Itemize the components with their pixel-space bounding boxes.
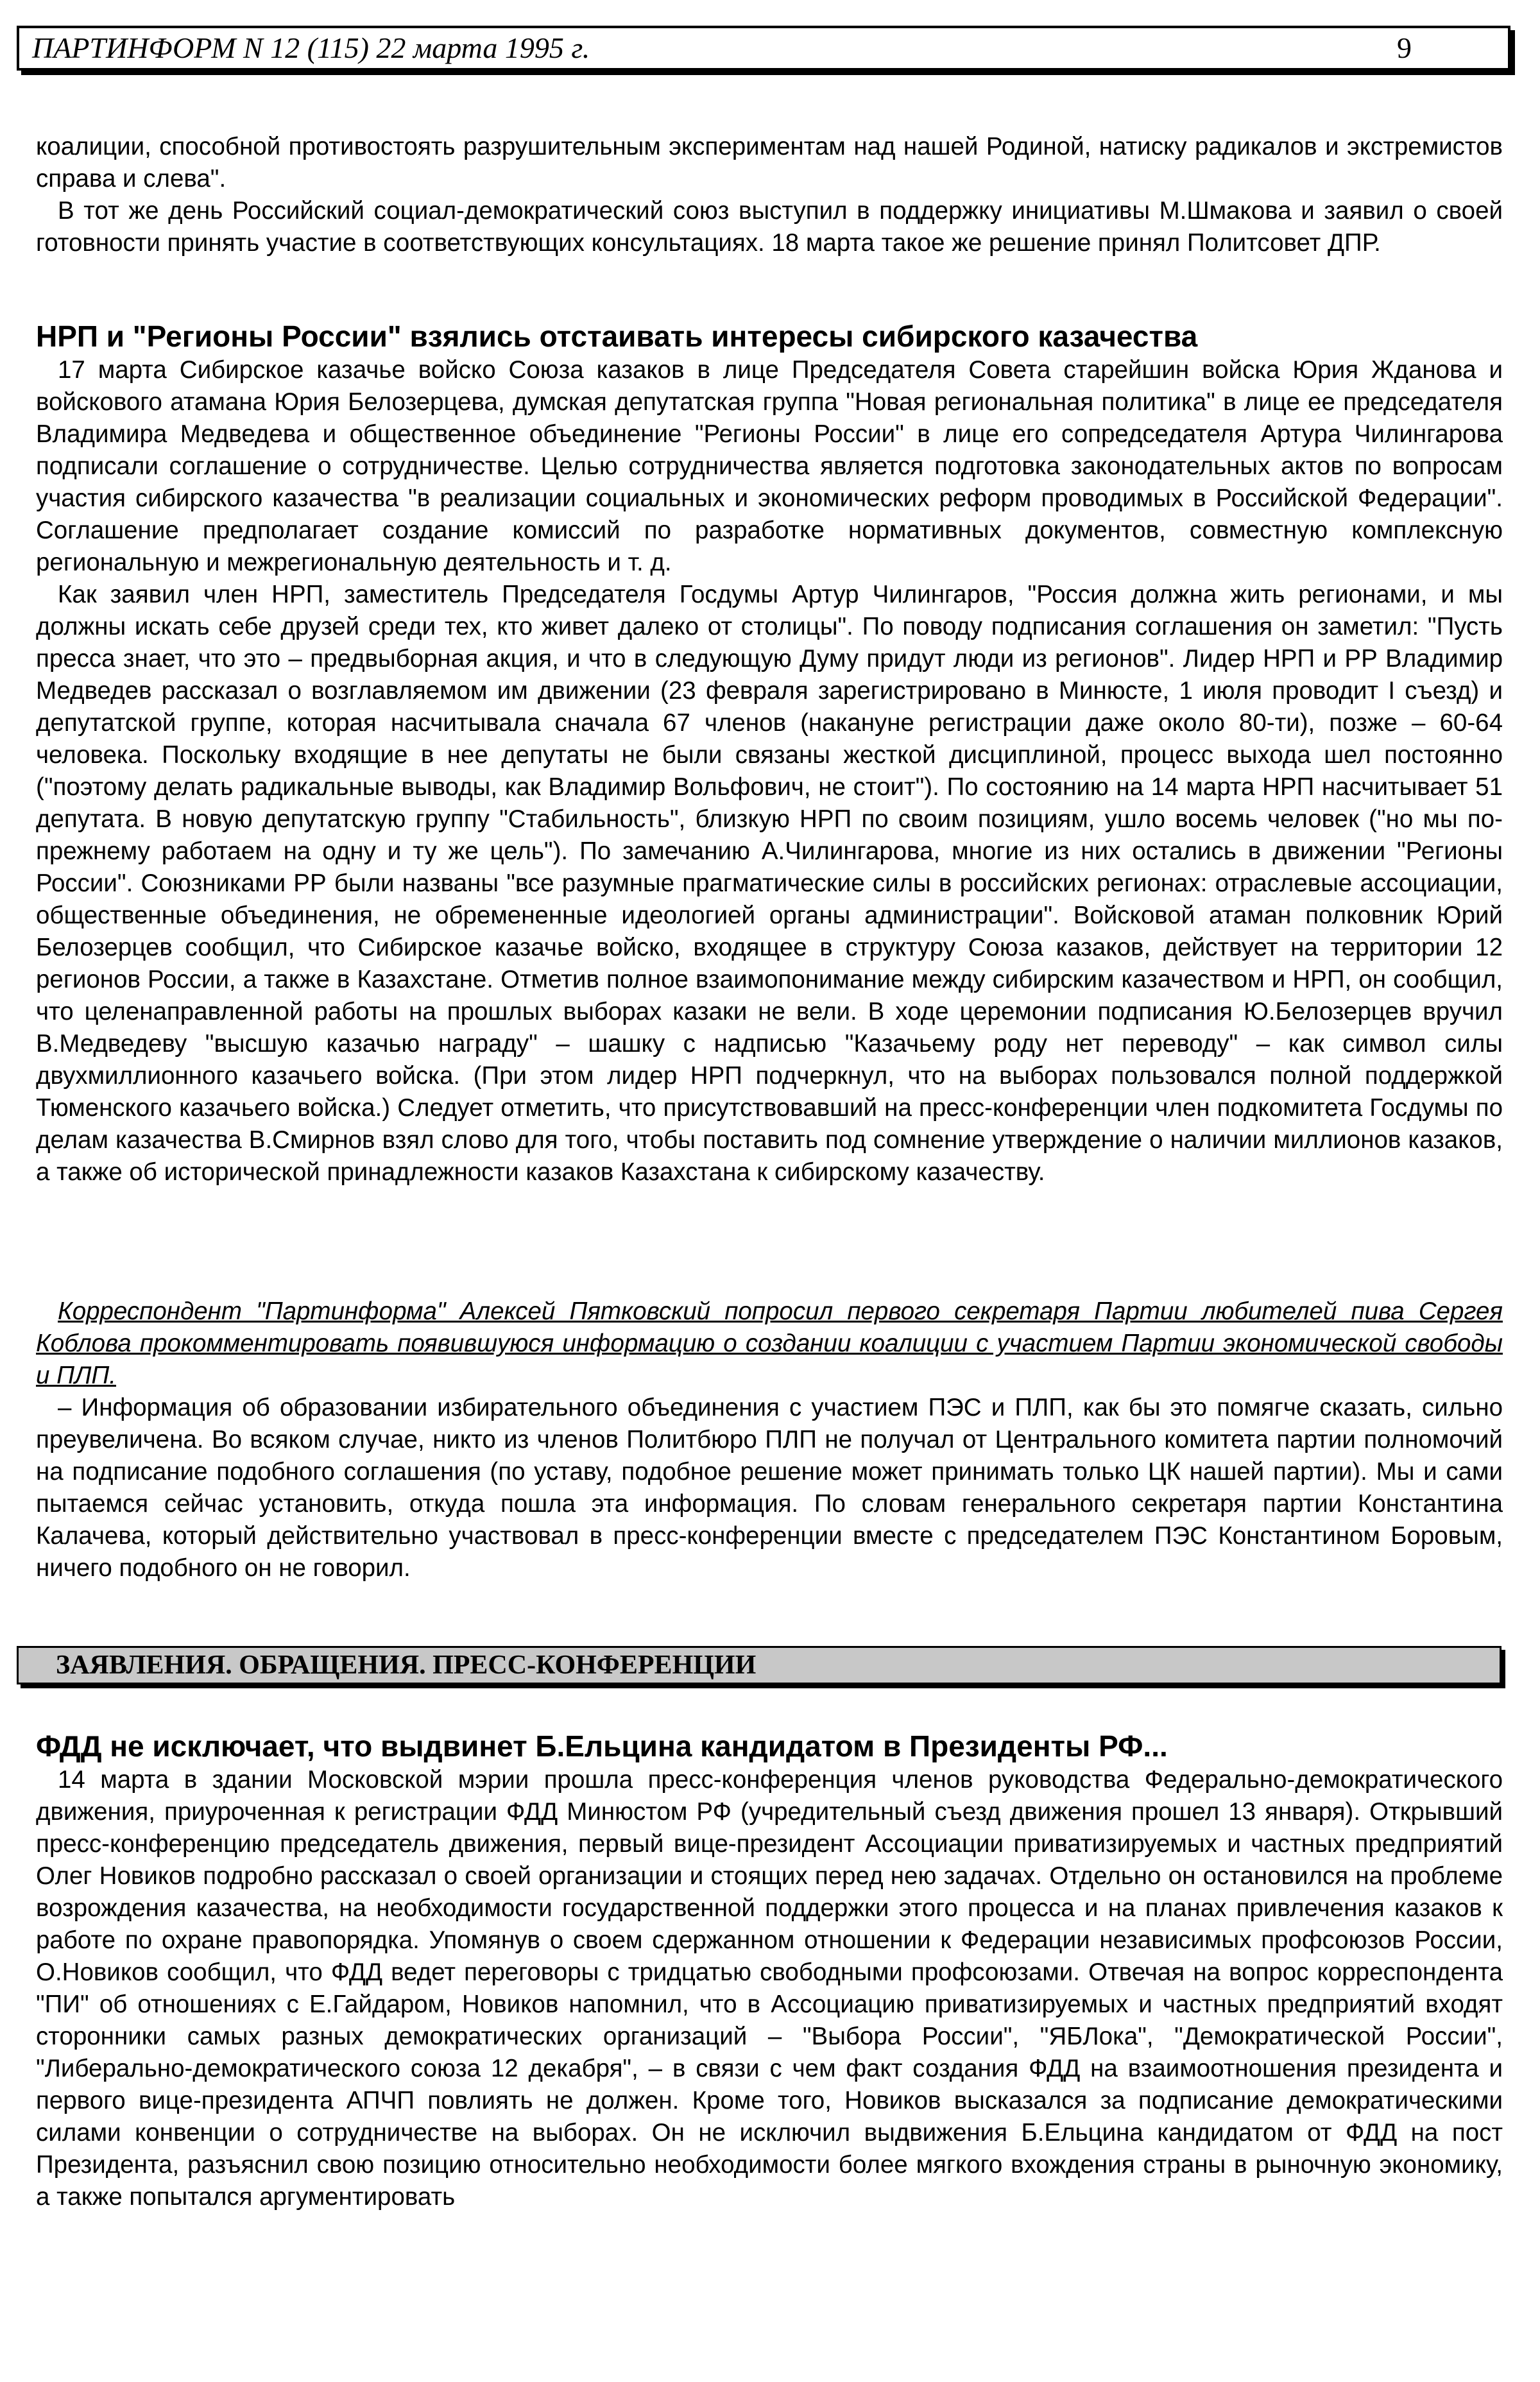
page-number: 9 xyxy=(1397,31,1412,64)
article-headline: НРП и "Регионы России" взялись отстаивать интересы сибирского казачества xyxy=(36,320,1198,353)
paragraph: – Информация об образовании избирательного объединения с участием ПЭС и ПЛП, как бы это помягче сказать, сильно преувеличена. Во всяком случае, никто из членов Политбюро ПЛП не получал от Центрального комитета партии полномочий на подписание подобного соглашения (по уставу, подобное решение может принимать только ЦК нашей партии). Мы и сами пытаемся сейчас установить, откуда пошла эта информация. По словам генерального секретаря партии Константина Калачева, который действительно участвовал в пресс-конференции вместе с председателем ПЭС Константином Боровым, ничего подобного он не говорил. xyxy=(36,1394,1503,1582)
page-header xyxy=(17,26,1510,71)
section-title: ЗАЯВЛЕНИЯ. ОБРАЩЕНИЯ. ПРЕСС-КОНФЕРЕНЦИИ xyxy=(56,1650,757,1680)
publication-title: ПАРТИНФОРМ N 12 (115) 22 марта 1995 г. xyxy=(32,31,590,64)
article-nrp xyxy=(36,318,1503,1188)
interview-intro: Корреспондент "Партинформа" Алексей Пятковский попросил первого секретаря Партии любителей пива Сергея Коблова прокомментировать появившуюся информацию о создании коалиции с участием Партии экономической свободы и ПЛП. xyxy=(36,1298,1503,1389)
section-header xyxy=(17,1646,1502,1684)
article-headline: ФДД не исключает, что выдвинет Б.Ельцина кандидатом в Президенты РФ... xyxy=(36,1729,1168,1763)
paragraph: В тот же день Российский социал-демократический союз выступил в поддержку инициативы М.Шмакова и заявил о своей готовности принять участие в соответствующих консультациях. 18 марта такое же решение принял Политсовет ДПР. xyxy=(36,197,1503,257)
continued-text xyxy=(36,131,1503,259)
paragraph: коалиции, способной противостоять разрушительным экспериментам над нашей Родиной, натиску радикалов и экстремистов справа и слева". xyxy=(36,133,1503,193)
article-fdd xyxy=(36,1728,1503,2213)
article-plp xyxy=(36,1296,1503,1584)
paragraph: Как заявил член НРП, заместитель Председателя Госдумы Артур Чилингаров, "Россия должна жить регионами, и мы должны искать себе друзей среди тех, кто живет далеко от столицы". По поводу подписания соглашения он заметил: "Пусть пресса знает, что это – предвыборная акция, и что в следующую Думу придут люди из регионов". Лидер НРП и РР Владимир Медведев рассказал о возглавляемом им движении (23 февраля зарегистрировано в Минюсте, 1 июля проводит I съезд) и депутатской группе, которая насчитывала сначала 67 членов (накануне регистрации даже около 80-ти), позже – 60-64 человека. Поскольку входящие в нее депутаты не были связаны жесткой дисциплиной, процесс выхода шел постоянно ("поэтому делать радикальные выводы, как Владимир Вольфович, не стоит"). По состоянию на 14 марта НРП насчитывает 51 депутата. В новую депутатскую группу "Стабильность", близкую НРП по своим позициям, ушло восемь человек ("но мы по-прежнему работаем на одну и ту же цель"). По замечанию А.Чилингарова, многие из них остались в движении "Регионы России". Союзниками РР были названы "все разумные прагматические силы в российских регионах: отраслевые ассоциации, общественные объединения, не обремененные идеологией органы администрации". Войсковой атаман полковник Юрий Белозерцев сообщил, что Сибирское казачье войско, входящее в структуру Союза казаков, действует на территории 12 регионов России, а также в Казахстане. Отметив полное взаимопонимание между сибирским казачеством и НРП, он сообщил, что целенаправленной работы на прошлых выборах казаки не вели. В ходе церемонии подписания Ю.Белозерцев вручил В.Медведеву "высшую казачью награду" – шашку с надписью "Казачьему роду нет переводу" – как символ силы двухмиллионного казачьего войска. (При этом лидер НРП подчеркнул, что на выборах пользовался полной поддержкой Тюменского казачьего войска.) Следует отметить, что присутствовавший на пресс-конференции член подкомитета Госдумы по делам казачества В.Смирнов взял слово для того, чтобы поставить под сомнение утверждение о наличии миллионов казаков, а также об исторической принадлежности казаков Казахстана к сибирскому казачеству. xyxy=(36,581,1503,1186)
paragraph: 14 марта в здании Московской мэрии прошла пресс-конференция членов руководства Федерально-демократического движения, приуроченная к регистрации ФДД Минюстом РФ (учредительный съезд движения прошел 13 января). Открывший пресс-конференцию председатель движения, первый вице-президент Ассоциации приватизируемых и частных предприятий Олег Новиков подробно рассказал о своей организации и стоящих перед нею задачах. Отдельно он остановился на проблеме возрождения казачества, на необходимости государственной поддержки этого процесса и на планах привлечения казаков к работе по охране правопорядка. Упомянув о своем сдержанном отношении к Федерации независимых профсоюзов России, О.Новиков сообщил, что ФДД ведет переговоры с тридцатью свободными профсоюзами. Отвечая на вопрос корреспондента "ПИ" об отношениях с Е.Гайдаром, Новиков напомнил, что в Ассоциацию приватизируемых и частных предприятий входят сторонники самых разных демократических организаций – "Выбора России", "ЯБЛока", "Демократической России", "Либерально-демократического союза 12 декабря", – в связи с чем факт создания ФДД на взаимоотношения президента и первого вице-президента АПЧП повлиять не должен. Кроме того, Новиков высказался за подписание демократическими силами конвенции о сотрудничестве на выборах. Он не исключил выдвижения Б.Ельцина кандидатом от ФДД на пост Президента, разъяснил свою позицию относительно необходимости более мягкого вхождения страны в рыночную экономику, а также попытался аргументировать xyxy=(36,1766,1503,2211)
paragraph: 17 марта Сибирское казачье войско Союза казаков в лице Председателя Совета старейшин войска Юрия Жданова и войскового атамана Юрия Белозерцева, думская депутатская группа "Новая региональная политика" в лице ее председателя Владимира Медведева и общественное объединение "Регионы России" в лице его сопредседателя Артура Чилингарова подписали соглашение о сотрудничестве. Целью сотрудничества является подготовка законодательных актов по вопросам участия сибирского казачества "в реализации социальных и экономических реформ проводимых в Российской Федерации". Соглашение предполагает создание комиссий по разработке нормативных документов, совместную комплексную региональную и межрегиональную деятельность и т. д. xyxy=(36,356,1503,576)
